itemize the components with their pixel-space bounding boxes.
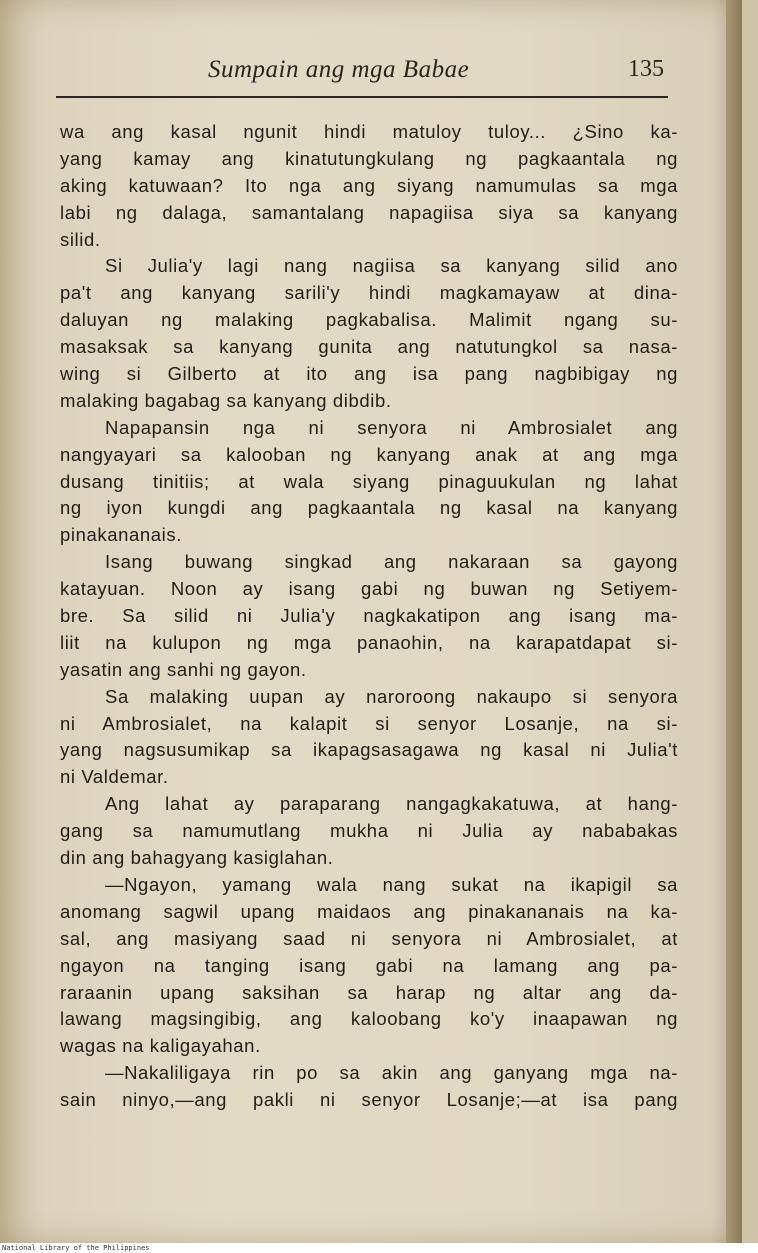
text-line: katayuan. Noon ay isang gabi ng buwan ng Setiyem- <box>60 578 678 600</box>
text-line: sain ninyo,—ang pakli ni senyor Losanje;—at isa pang <box>60 1089 678 1111</box>
page-edge <box>726 0 742 1243</box>
text-line: pa't ang kanyang sarili'y hindi magkamayaw at dina- <box>60 282 678 304</box>
text-line: aking katuwaan? Ito nga ang siyang namumulas sa mga <box>60 174 678 196</box>
text-line: Isang buwang singkad ang nakaraan sa gayong <box>105 551 678 573</box>
text-line: ngayon na tanging isang gabi na lamang ang pa- <box>60 954 678 976</box>
text-line: nangyayari sa kalooban ng kanyang anak at ang mga <box>60 443 678 465</box>
text-line: malaking bagabag sa kanyang dibdib. <box>60 389 392 411</box>
page-number: 135 <box>628 56 664 82</box>
text-line: ni Valdemar. <box>60 766 169 788</box>
library-credit: National Library of the Philippines <box>2 1244 150 1252</box>
text-line: raraanin upang saksihan sa harap ng altar ang da- <box>60 981 678 1003</box>
text-line: ng iyon kungdi ang pagkaantala ng kasal na kanyang <box>60 497 678 519</box>
text-line: Ang lahat ay paraparang nangagkakatuwa, at hang- <box>105 793 678 815</box>
text-line: silid. <box>60 228 101 250</box>
body-text <box>60 119 678 1114</box>
text-line: sal, ang masiyang saad ni senyora ni Ambrosialet, at <box>60 927 678 949</box>
text-line: gang sa namumutlang mukha ni Julia ay nababakas <box>60 820 678 842</box>
text-line: pinakananais. <box>60 524 182 546</box>
text-line: din ang bahagyang kasiglahan. <box>60 847 334 869</box>
text-line: —Nakaliligaya rin po sa akin ang ganyang mga na- <box>105 1062 678 1084</box>
text-line: wa ang kasal ngunit hindi matuloy tuloy... ¿Sino ka- <box>60 121 678 142</box>
text-line: yang nagsusumikap sa ikapagsasagawa ng kasal ni Julia't <box>60 739 678 761</box>
text-line: —Ngayon, yamang wala nang sukat na ikapigil sa <box>105 873 678 895</box>
text-line: lawang magsingibig, ang kaloobang ko'y inaapawan ng <box>60 1008 678 1030</box>
text-line: daluyan ng malaking pagkabalisa. Malimit ngang su- <box>60 309 678 331</box>
text-line: yang kamay ang kinatutungkulang ng pagkaantala ng <box>60 147 678 169</box>
text-line: anomang sagwil upang maidaos ang pinakananais na ka- <box>60 900 678 922</box>
text-line: wagas na kaligayahan. <box>60 1035 261 1057</box>
text-line: Si Julia'y lagi nang nagiisa sa kanyang silid ano <box>105 255 678 277</box>
text-line: labi ng dalaga, samantalang napagiisa siya sa kanyang <box>60 201 678 223</box>
header-rule <box>56 96 668 98</box>
text-line: wing si Gilberto at ito ang isa pang nagbibigay ng <box>60 363 678 385</box>
text-line: Napapansin nga ni senyora ni Ambrosialet ang <box>105 416 678 438</box>
text-line: yasatin ang sanhi ng gayon. <box>60 658 307 680</box>
page-header <box>56 56 668 88</box>
text-line: liit na kulupon ng mga panaohin, na karapatdapat si- <box>60 631 678 653</box>
text-line: masaksak sa kanyang gunita ang natutungkol sa nasa- <box>60 336 678 358</box>
text-line: ni Ambrosialet, na kalapit si senyor Losanje, na si- <box>60 712 678 734</box>
running-title: Sumpain ang mga Babae <box>208 56 470 83</box>
text-line: dusang tinitiis; at wala siyang pinaguukulan ng lahat <box>60 470 678 492</box>
text-line: Sa malaking uupan ay naroroong nakaupo si senyora <box>105 685 678 707</box>
footer-credit-bar <box>0 1243 758 1253</box>
text-line: bre. Sa silid ni Julia'y nagkakatipon ang isang ma- <box>60 605 678 627</box>
